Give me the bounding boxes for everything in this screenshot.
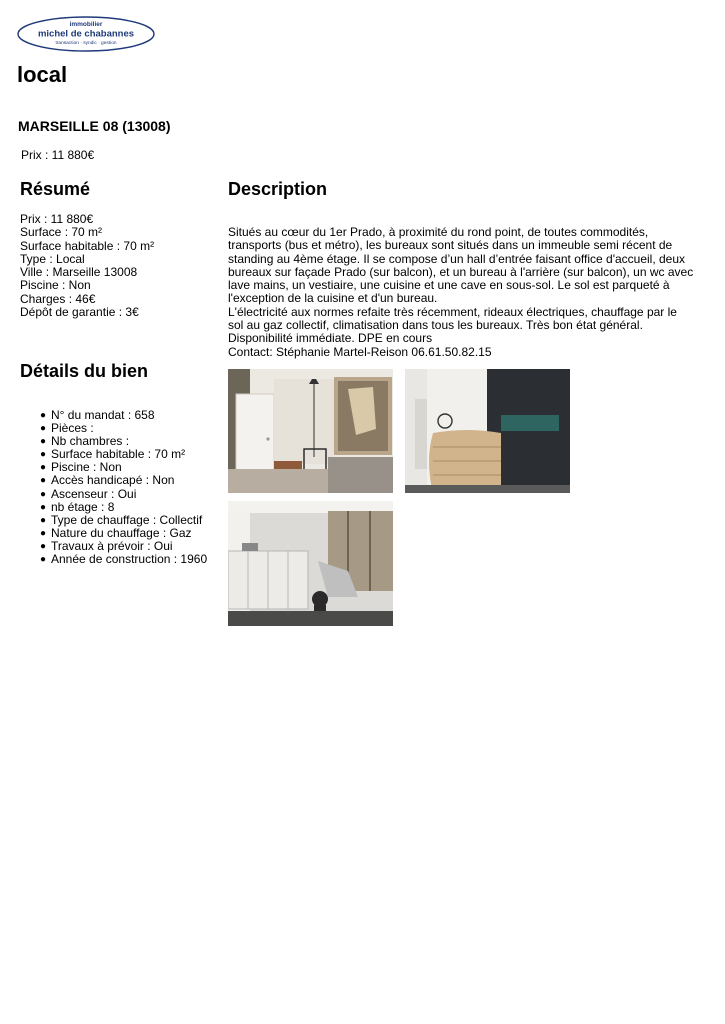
resume-item: Charges : 46€ (20, 291, 96, 306)
resume-list (20, 213, 154, 319)
price-line: Prix : 11 880€ (21, 148, 95, 162)
resume-item: Type : Local (20, 251, 85, 266)
description-line: lave mains, un vestiaire, une cuisine et une cave en sous-sol. Le sol est parqueté à (228, 278, 670, 293)
details-item: ● Piscine : Non (40, 461, 207, 474)
details-item: ● Nature du chauffage : Gaz (40, 527, 207, 540)
details-item: ● Ascenseur : Oui (40, 488, 207, 501)
resume-item: Prix : 11 880€ (20, 212, 94, 226)
logo-line1: immobilier (69, 21, 103, 28)
resume-heading: Résumé (20, 179, 91, 199)
description-line: bureaux sur façade Prado (sur balcon), et un bureau à l'arrière (sur balcon), un wc avec (228, 264, 694, 279)
resume-item: Surface habitable : 70 m² (20, 238, 155, 253)
resume-item: Piscine : Non (20, 278, 91, 293)
details-item: ● Nb chambres : (40, 435, 207, 448)
description-text (228, 226, 706, 359)
details-item: ● Travaux à prévoir : Oui (40, 540, 207, 553)
details-item: ● Surface habitable : 70 m² (40, 448, 207, 461)
details-item: ● Type de chauffage : Collectif (40, 514, 207, 527)
description-line: transports (bus et métro), les bureaux sont situés dans un immeuble semi récent de (228, 238, 673, 253)
description-line: Situés au cœur du 1er Prado, à proximité du rond point, de toutes commodités, (228, 225, 649, 239)
description-line: l'exception de la cuisine et d'un bureau. (228, 291, 438, 306)
description-heading: Description (228, 179, 328, 199)
logo-line2: michel de chabannes (37, 28, 135, 40)
page-title: local (17, 62, 68, 87)
resume-item: Dépôt de garantie : 3€ (20, 305, 139, 320)
agency-logo (16, 15, 156, 53)
resume-item: Ville : Marseille 13008 (20, 265, 138, 280)
property-photo-dental-office (228, 501, 393, 626)
details-list (40, 409, 207, 566)
description-line: sol au gaz collectif, climatisation dans tous les bureaux. Très bon état général. (228, 318, 643, 333)
description-line: standing au 4ème étage. Il se compose d’un hall d’entrée faisant office d'accueil, deux (228, 251, 686, 266)
details-item: ● Pièces : (40, 422, 207, 435)
property-photo-office (228, 369, 393, 493)
details-item: ● nb étage : 8 (40, 501, 207, 514)
details-item: ● Année de construction : 1960 (40, 553, 207, 566)
description-line: Disponibilité immédiate. DPE en cours (228, 331, 433, 346)
location-heading: MARSEILLE 08 (13008) (18, 118, 171, 134)
property-photo-reception (405, 369, 570, 493)
resume-item: Surface : 70 m² (20, 225, 103, 240)
details-heading: Détails du bien (20, 361, 149, 381)
details-item: ● Accès handicapé : Non (40, 474, 207, 487)
description-line: L'électricité aux normes refaite très récemment, rideaux électriques, chauffage par le (228, 304, 677, 319)
description-line: Contact: Stéphanie Martel-Reison 06.61.50.82.15 (228, 344, 492, 359)
details-item: ● N° du mandat : 658 (40, 409, 207, 422)
logo-line3: transaction · syndic · gestion (55, 41, 117, 46)
